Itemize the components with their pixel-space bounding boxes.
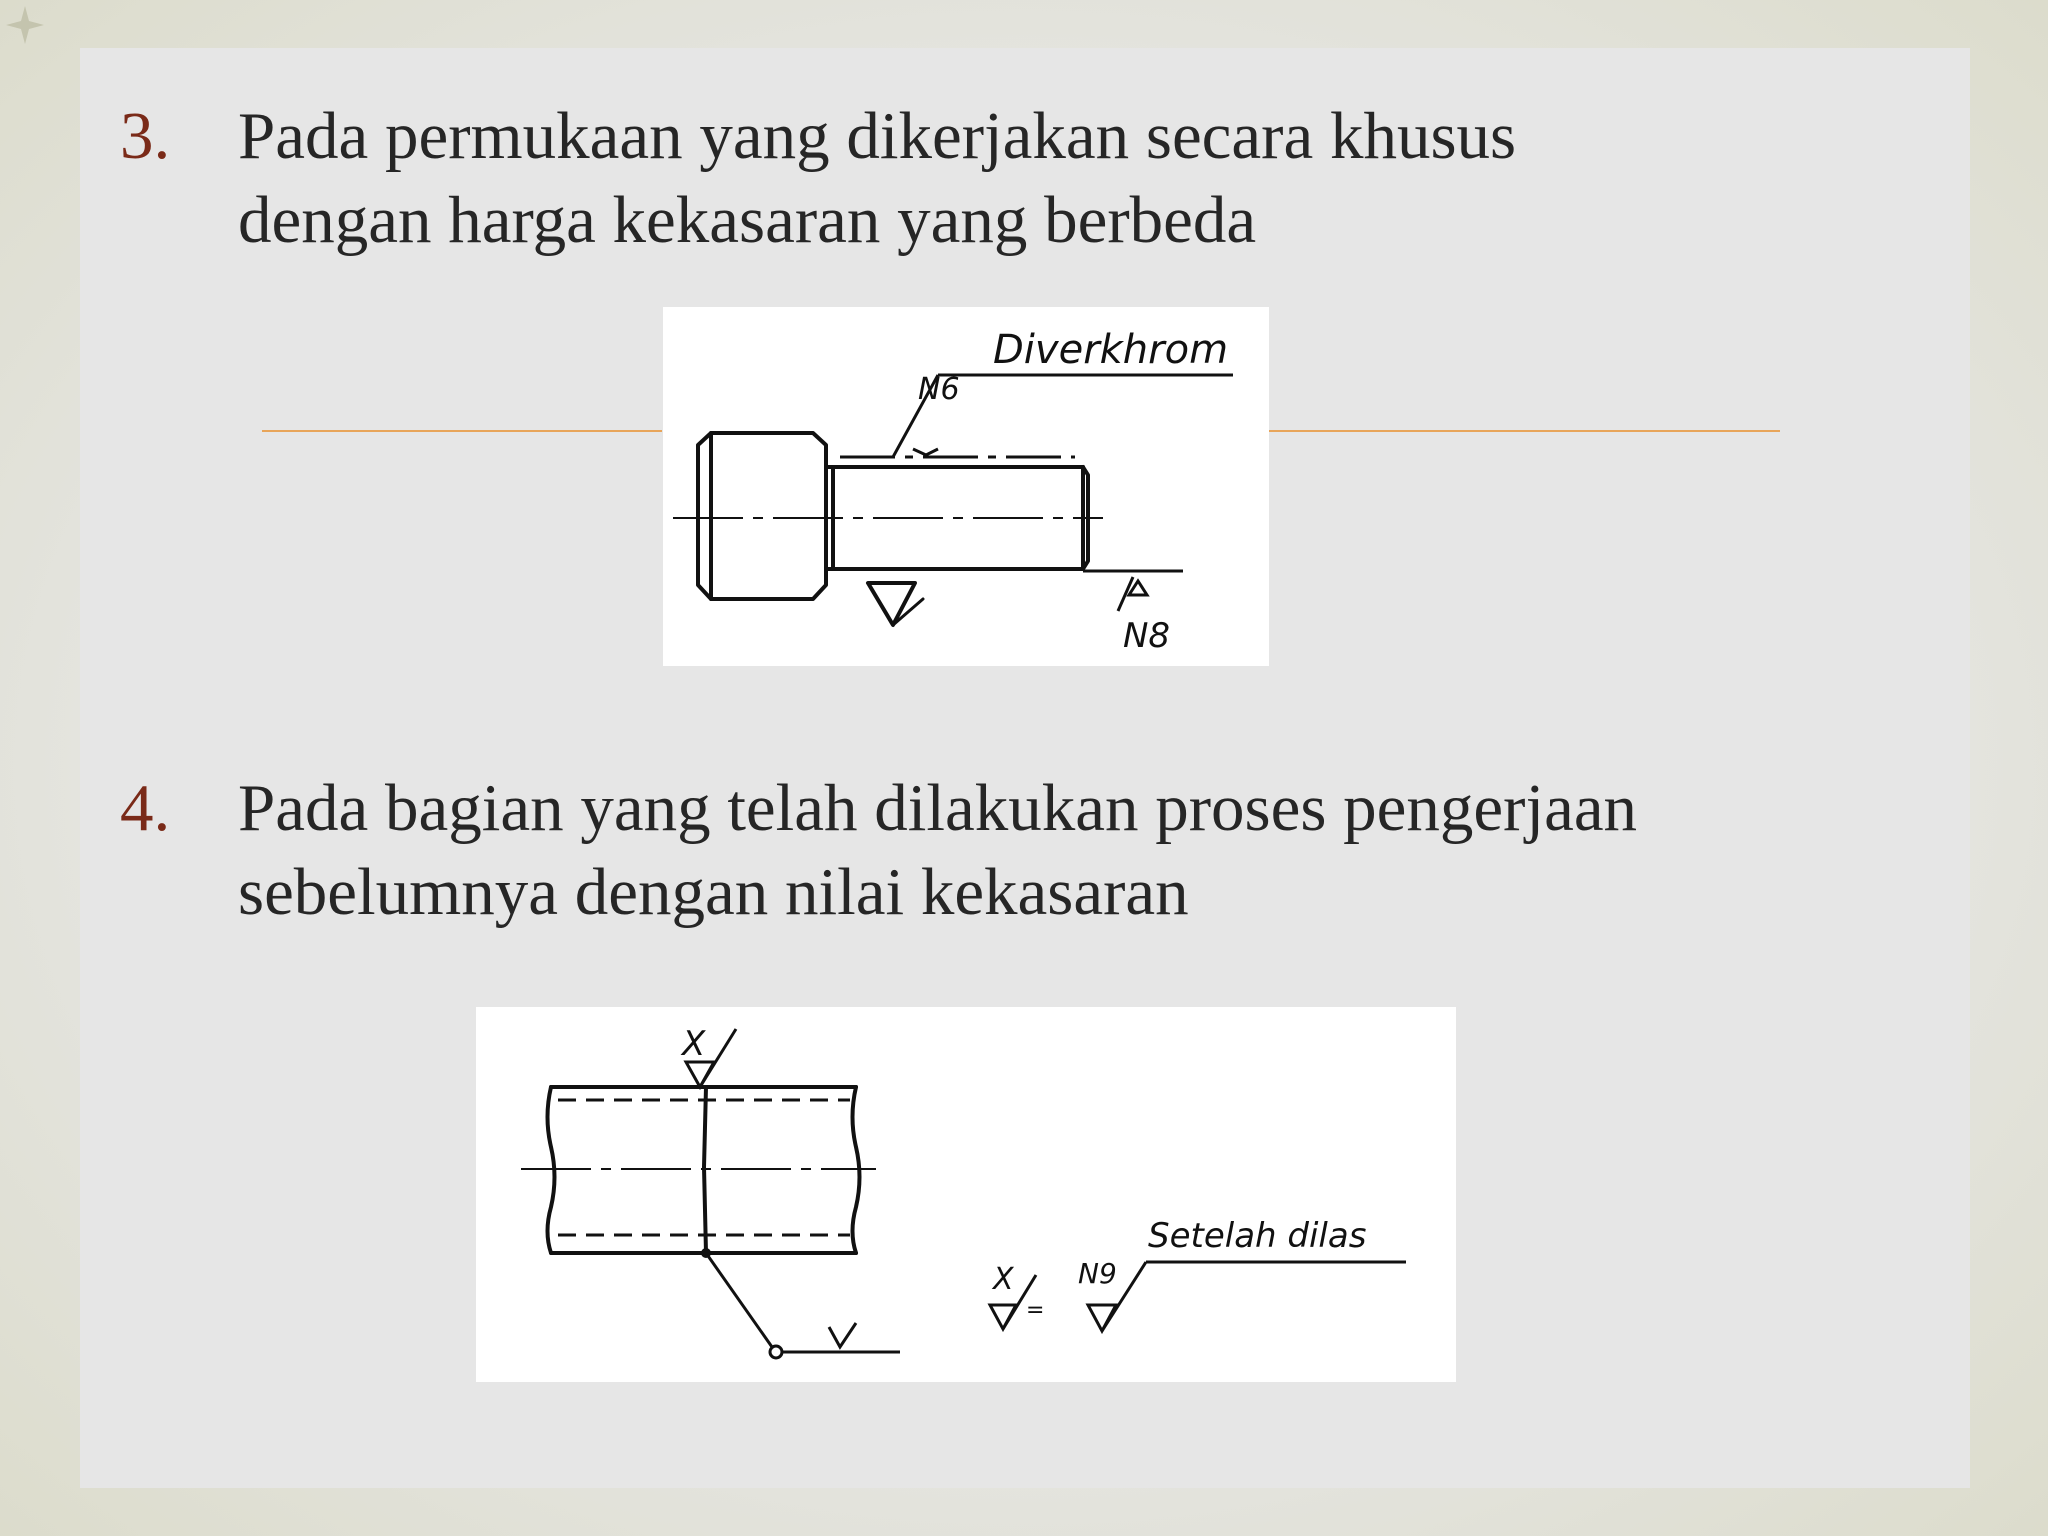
corner-star-icon: [0, 0, 50, 50]
weld-note-label: Setelah dilas: [1148, 1216, 1367, 1256]
divider-line-left: [262, 430, 662, 432]
grade-x-label-legend: X: [993, 1262, 1014, 1297]
figure-bolt-drawing: [663, 307, 1269, 666]
bolt-diagram: [663, 307, 1269, 666]
shaft-diagram: [476, 1007, 1456, 1382]
item-text-line: sebelumnya dengan nilai kekasaran: [238, 855, 1189, 929]
grade-n9-label: N9: [1078, 1257, 1117, 1290]
item-text-line: dengan harga kekasaran yang berbeda: [238, 183, 1257, 257]
item-text-line: Pada bagian yang telah dilakukan proses pengerjaan: [238, 771, 1638, 845]
divider-line-right: [1268, 430, 1780, 432]
list-number: 4.: [120, 771, 171, 845]
grade-label-bottom: N8: [1123, 616, 1171, 656]
list-number: 3.: [120, 99, 171, 173]
grade-x-label: X: [682, 1024, 706, 1064]
grade-label-top: N6: [918, 372, 960, 407]
coating-label: Diverkhrom: [993, 327, 1229, 373]
item-text-line: Pada permukaan yang dikerjakan secara khusus: [238, 99, 1517, 173]
figure-welded-shaft-drawing: [476, 1007, 1456, 1382]
equals-sign: =: [1026, 1298, 1045, 1323]
